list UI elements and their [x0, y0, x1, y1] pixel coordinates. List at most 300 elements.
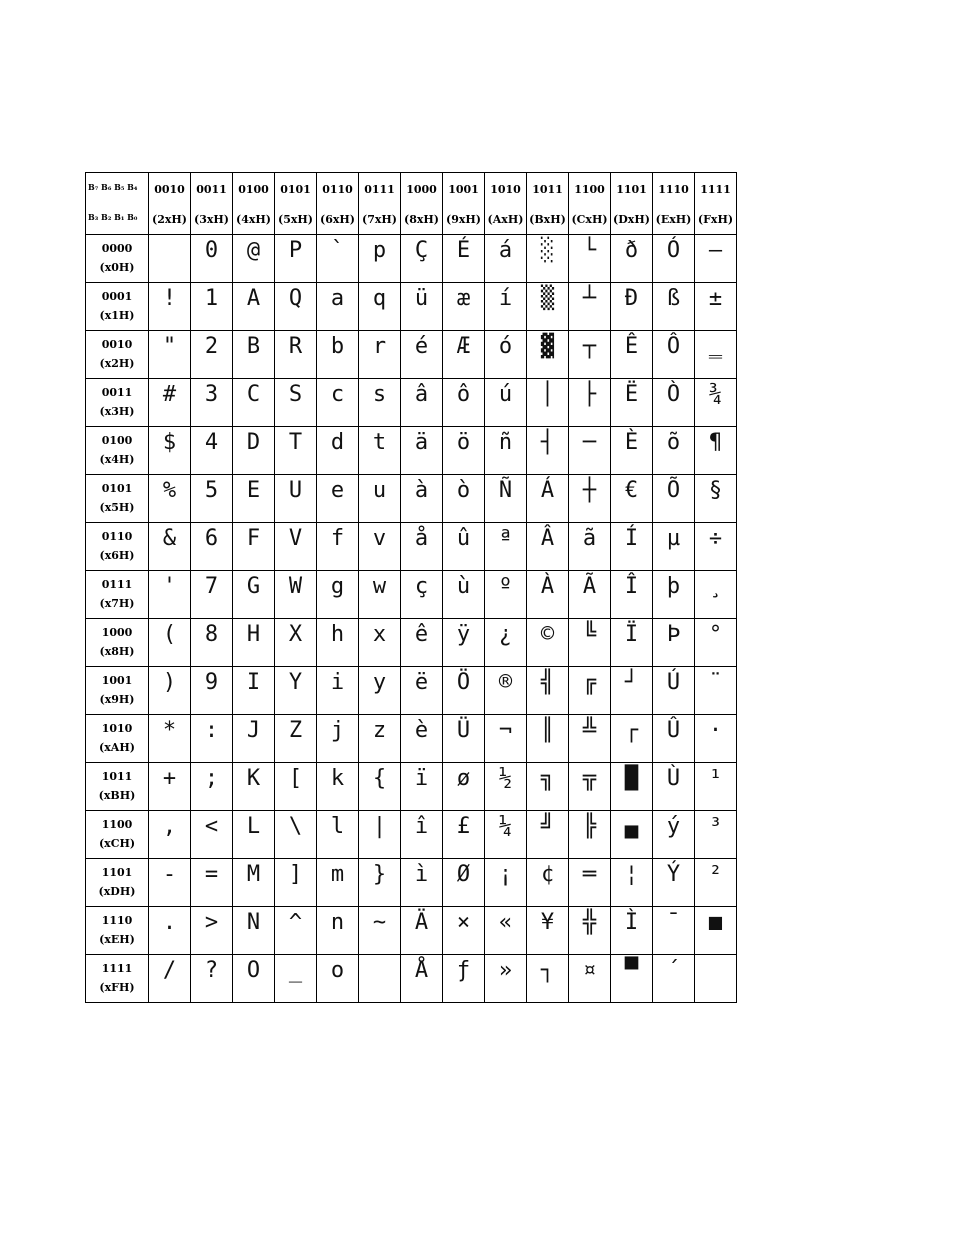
- char-glyph: ┌: [624, 718, 639, 743]
- char-glyph: !: [162, 286, 177, 311]
- char-cell: [653, 235, 695, 283]
- char-glyph: ═: [582, 862, 597, 887]
- char-glyph: -: [162, 862, 177, 887]
- char-glyph: Ä: [414, 910, 429, 935]
- table-row: [86, 571, 737, 619]
- char-glyph: G: [246, 574, 261, 599]
- char-glyph: ╣: [540, 670, 555, 695]
- char-cell: [485, 379, 527, 427]
- char-cell: [317, 235, 359, 283]
- char-glyph: ý: [666, 814, 681, 839]
- char-cell: [401, 907, 443, 955]
- row-header: [86, 283, 149, 331]
- char-cell: [569, 379, 611, 427]
- char-cell: [233, 907, 275, 955]
- char-glyph: Á: [540, 478, 555, 503]
- char-glyph: 9: [204, 670, 219, 695]
- char-glyph: ú: [498, 382, 513, 407]
- char-glyph: ¨: [708, 670, 723, 695]
- char-glyph: ä: [414, 430, 429, 455]
- row-hex: (x1H): [99, 309, 135, 322]
- char-glyph: ': [162, 574, 177, 599]
- char-cell: [275, 571, 317, 619]
- char-cell: [233, 619, 275, 667]
- char-glyph: ô: [456, 382, 471, 407]
- char-glyph: 2: [204, 334, 219, 359]
- char-cell: [317, 571, 359, 619]
- char-cell: [401, 667, 443, 715]
- char-cell: [443, 235, 485, 283]
- column-header: [695, 173, 737, 235]
- table-row: [86, 283, 737, 331]
- char-cell: [359, 283, 401, 331]
- char-glyph: █: [624, 766, 639, 791]
- char-glyph: Ò: [666, 382, 681, 407]
- char-cell: [149, 619, 191, 667]
- char-cell: [653, 955, 695, 1003]
- char-glyph: °: [708, 622, 723, 647]
- char-glyph: =: [204, 862, 219, 887]
- char-glyph: z: [372, 718, 387, 743]
- char-glyph: ‗: [708, 334, 723, 359]
- char-cell: [527, 331, 569, 379]
- char-cell: [443, 763, 485, 811]
- row-hex: (x0H): [99, 261, 135, 274]
- char-glyph: 4: [204, 430, 219, 455]
- char-glyph: j: [330, 718, 345, 743]
- char-cell: [695, 571, 737, 619]
- char-cell: [191, 811, 233, 859]
- char-cell: [401, 235, 443, 283]
- char-cell: [653, 667, 695, 715]
- char-glyph: ¼: [498, 814, 513, 839]
- char-glyph: ░: [540, 238, 555, 263]
- char-cell: [653, 331, 695, 379]
- char-cell: [401, 379, 443, 427]
- char-cell: [359, 811, 401, 859]
- char-cell: [569, 763, 611, 811]
- char-glyph: ê: [414, 622, 429, 647]
- char-glyph: Ø: [456, 862, 471, 887]
- char-cell: [611, 667, 653, 715]
- char-cell: [275, 763, 317, 811]
- char-cell: [695, 379, 737, 427]
- char-glyph: Ñ: [498, 478, 513, 503]
- char-glyph: \: [288, 814, 303, 839]
- char-glyph: O: [246, 958, 261, 983]
- char-glyph: ï: [414, 766, 429, 791]
- row-hex: (x5H): [99, 501, 135, 514]
- char-glyph: ┐: [540, 958, 555, 983]
- char-glyph: ╝: [540, 814, 555, 839]
- char-glyph: @: [246, 238, 261, 263]
- row-hex: (x6H): [99, 549, 135, 562]
- column-header: [527, 173, 569, 235]
- char-cell: [569, 619, 611, 667]
- char-glyph: à: [414, 478, 429, 503]
- char-glyph: R: [288, 334, 303, 359]
- char-cell: [485, 235, 527, 283]
- row-header: [86, 475, 149, 523]
- char-cell: [191, 955, 233, 1003]
- char-cell: [653, 475, 695, 523]
- char-glyph: Y: [288, 670, 303, 695]
- char-cell: [485, 859, 527, 907]
- char-cell: [233, 571, 275, 619]
- char-cell: [401, 427, 443, 475]
- char-glyph: Í: [624, 526, 639, 551]
- char-cell: [191, 715, 233, 763]
- char-cell: [149, 763, 191, 811]
- char-cell: [275, 619, 317, 667]
- char-cell: [191, 859, 233, 907]
- char-glyph: X: [288, 622, 303, 647]
- char-glyph: M: [246, 862, 261, 887]
- column-hex: (AxH): [487, 213, 524, 226]
- row-bits: 0100: [101, 434, 133, 447]
- char-cell: [359, 331, 401, 379]
- char-glyph: h: [330, 622, 345, 647]
- table-row: [86, 763, 737, 811]
- char-glyph: <: [204, 814, 219, 839]
- char-glyph: ╠: [582, 814, 597, 839]
- char-cell: [569, 715, 611, 763]
- column-bits: 1000: [406, 183, 437, 196]
- row-header: [86, 571, 149, 619]
- char-cell: [695, 283, 737, 331]
- char-glyph: ¶: [708, 430, 723, 455]
- char-cell: [611, 571, 653, 619]
- char-cell: [611, 523, 653, 571]
- char-glyph: å: [414, 526, 429, 551]
- char-glyph: ): [162, 670, 177, 695]
- char-glyph: µ: [666, 526, 681, 551]
- char-cell: [191, 427, 233, 475]
- char-glyph: }: [372, 862, 387, 887]
- char-glyph: m: [330, 862, 345, 887]
- table-row: [86, 619, 737, 667]
- char-cell: [275, 379, 317, 427]
- char-glyph: ÿ: [456, 622, 471, 647]
- char-glyph: x: [372, 622, 387, 647]
- char-glyph: e: [330, 478, 345, 503]
- char-cell: [569, 427, 611, 475]
- char-cell: [191, 235, 233, 283]
- char-glyph: *: [162, 718, 177, 743]
- char-glyph: ■: [708, 910, 723, 935]
- row-header: [86, 715, 149, 763]
- column-hex: (FxH): [697, 213, 734, 226]
- char-cell: [191, 379, 233, 427]
- char-cell: [233, 667, 275, 715]
- char-glyph: ├: [582, 382, 597, 407]
- char-glyph: Þ: [666, 622, 681, 647]
- char-cell: [401, 571, 443, 619]
- char-glyph: ß: [666, 286, 681, 311]
- char-glyph: ö: [456, 430, 471, 455]
- char-cell: [317, 955, 359, 1003]
- column-bits: 0110: [322, 183, 353, 196]
- char-glyph: ³: [708, 814, 723, 839]
- row-header: [86, 811, 149, 859]
- char-glyph: ¡: [498, 862, 513, 887]
- char-glyph: 8: [204, 622, 219, 647]
- char-cell: [359, 379, 401, 427]
- table-row: [86, 955, 737, 1003]
- char-glyph: D: [246, 430, 261, 455]
- char-glyph: A: [246, 286, 261, 311]
- char-cell: [569, 331, 611, 379]
- char-cell: [485, 907, 527, 955]
- row-hex: (x2H): [99, 357, 135, 370]
- column-bits: 0100: [238, 183, 269, 196]
- char-glyph: Z: [288, 718, 303, 743]
- char-glyph: U: [288, 478, 303, 503]
- char-cell: [443, 571, 485, 619]
- char-glyph: ÷: [708, 526, 723, 551]
- char-cell: [149, 667, 191, 715]
- table-row: [86, 235, 737, 283]
- char-glyph: ┬: [582, 334, 597, 359]
- char-glyph: ù: [456, 574, 471, 599]
- char-glyph: º: [498, 574, 513, 599]
- char-cell: [317, 331, 359, 379]
- char-glyph: p: [372, 238, 387, 263]
- char-cell: [611, 715, 653, 763]
- char-cell: [149, 571, 191, 619]
- char-cell: [443, 379, 485, 427]
- row-bits: 1011: [101, 770, 133, 783]
- row-header: [86, 427, 149, 475]
- char-cell: [485, 811, 527, 859]
- char-cell: [485, 571, 527, 619]
- char-glyph: Ô: [666, 334, 681, 359]
- char-cell: [233, 763, 275, 811]
- char-glyph: {: [372, 766, 387, 791]
- char-glyph: Ï: [624, 622, 639, 647]
- row-bits: 1110: [101, 914, 133, 927]
- char-glyph: N: [246, 910, 261, 935]
- char-cell: [149, 523, 191, 571]
- char-cell: [401, 859, 443, 907]
- char-glyph: í: [498, 286, 513, 311]
- char-cell: [611, 811, 653, 859]
- char-glyph: ¦: [624, 862, 639, 887]
- table-row: [86, 907, 737, 955]
- char-cell: [401, 475, 443, 523]
- char-glyph: %: [162, 478, 177, 503]
- char-cell: [443, 427, 485, 475]
- char-cell: [653, 811, 695, 859]
- char-glyph: ¹: [708, 766, 723, 791]
- char-glyph: K: [246, 766, 261, 791]
- char-cell: [527, 859, 569, 907]
- char-cell: [317, 427, 359, 475]
- char-glyph: [149, 235, 190, 238]
- char-cell: [233, 955, 275, 1003]
- char-cell: [317, 523, 359, 571]
- char-glyph: î: [414, 814, 429, 839]
- char-glyph: ×: [456, 910, 471, 935]
- char-cell: [653, 523, 695, 571]
- char-cell: [359, 667, 401, 715]
- table-row: [86, 811, 737, 859]
- char-glyph: ø: [456, 766, 471, 791]
- char-cell: [611, 379, 653, 427]
- char-cell: [275, 523, 317, 571]
- char-cell: [149, 235, 191, 283]
- char-glyph: #: [162, 382, 177, 407]
- char-glyph: y: [372, 670, 387, 695]
- char-glyph: k: [330, 766, 345, 791]
- char-glyph: —: [708, 238, 723, 263]
- column-hex: (5xH): [277, 213, 313, 226]
- char-cell: [569, 475, 611, 523]
- char-glyph: ²: [708, 862, 723, 887]
- char-glyph: Ì: [624, 910, 639, 935]
- char-cell: [443, 283, 485, 331]
- char-cell: [485, 715, 527, 763]
- char-cell: [275, 955, 317, 1003]
- char-glyph: ~: [372, 910, 387, 935]
- char-cell: [569, 811, 611, 859]
- char-cell: [485, 283, 527, 331]
- char-glyph: ╬: [582, 910, 597, 935]
- char-glyph: ╩: [582, 718, 597, 743]
- char-cell: [401, 523, 443, 571]
- column-header: [233, 173, 275, 235]
- char-glyph: Ó: [666, 238, 681, 263]
- row-header: [86, 619, 149, 667]
- char-glyph: ñ: [498, 430, 513, 455]
- char-glyph: .: [162, 910, 177, 935]
- row-bits: 1010: [101, 722, 133, 735]
- char-glyph: └: [582, 238, 597, 263]
- char-glyph: ▀: [624, 958, 639, 983]
- char-glyph: ¾: [708, 382, 723, 407]
- char-glyph: Æ: [456, 334, 471, 359]
- char-glyph: ]: [288, 862, 303, 887]
- char-cell: [233, 523, 275, 571]
- char-cell: [233, 811, 275, 859]
- char-glyph: ^: [288, 910, 303, 935]
- char-cell: [611, 619, 653, 667]
- char-glyph: Ã: [582, 574, 597, 599]
- char-cell: [149, 427, 191, 475]
- char-cell: [653, 715, 695, 763]
- column-hex: (7xH): [361, 213, 397, 226]
- table-row: [86, 427, 737, 475]
- char-cell: [527, 619, 569, 667]
- char-glyph: `: [330, 238, 345, 263]
- char-glyph: Ê: [624, 334, 639, 359]
- char-cell: [653, 571, 695, 619]
- column-hex: (CxH): [571, 213, 608, 226]
- row-hex: (xAH): [99, 741, 135, 754]
- row-hex: (xFH): [99, 981, 135, 994]
- char-cell: [149, 379, 191, 427]
- char-glyph: Ü: [456, 718, 471, 743]
- char-cell: [317, 907, 359, 955]
- char-cell: [527, 475, 569, 523]
- char-glyph: ã: [582, 526, 597, 551]
- column-header: [569, 173, 611, 235]
- char-cell: [317, 811, 359, 859]
- char-glyph: û: [456, 526, 471, 551]
- char-cell: [443, 955, 485, 1003]
- row-bits: 1101: [101, 866, 133, 879]
- char-cell: [275, 235, 317, 283]
- char-cell: [695, 475, 737, 523]
- char-cell: [317, 859, 359, 907]
- char-cell: [695, 331, 737, 379]
- char-cell: [485, 427, 527, 475]
- char-glyph: õ: [666, 430, 681, 455]
- char-cell: [485, 331, 527, 379]
- column-header: [653, 173, 695, 235]
- column-hex: (9xH): [445, 213, 481, 226]
- char-glyph: ƒ: [456, 958, 471, 983]
- char-glyph: S: [288, 382, 303, 407]
- char-glyph: ?: [204, 958, 219, 983]
- char-glyph: ": [162, 334, 177, 359]
- char-cell: [233, 331, 275, 379]
- char-cell: [443, 523, 485, 571]
- char-glyph: Q: [288, 286, 303, 311]
- char-cell: [653, 427, 695, 475]
- char-glyph: >: [204, 910, 219, 935]
- char-cell: [611, 475, 653, 523]
- char-glyph: ╗: [540, 766, 555, 791]
- char-cell: [149, 859, 191, 907]
- char-cell: [275, 811, 317, 859]
- column-hex: (4xH): [235, 213, 271, 226]
- char-cell: [485, 619, 527, 667]
- char-glyph: d: [330, 430, 345, 455]
- column-header: [443, 173, 485, 235]
- char-cell: [317, 715, 359, 763]
- char-glyph: H: [246, 622, 261, 647]
- char-cell: [149, 955, 191, 1003]
- char-glyph: ¯: [666, 910, 681, 935]
- column-hex: (ExH): [655, 213, 692, 226]
- char-glyph: f: [330, 526, 345, 551]
- char-glyph: ¸: [708, 574, 723, 599]
- column-header: [275, 173, 317, 235]
- row-bits: 0010: [101, 338, 133, 351]
- char-glyph: 6: [204, 526, 219, 551]
- char-glyph: ;: [204, 766, 219, 791]
- column-bits: 0101: [280, 183, 311, 196]
- char-cell: [485, 955, 527, 1003]
- char-glyph: þ: [666, 574, 681, 599]
- corner-bits-low: B₃ B₂ B₁ B₀: [88, 212, 138, 222]
- char-cell: [149, 331, 191, 379]
- char-cell: [569, 667, 611, 715]
- char-cell: [527, 523, 569, 571]
- char-glyph: T: [288, 430, 303, 455]
- row-bits: 1001: [101, 674, 133, 687]
- column-hex: (DxH): [613, 213, 650, 226]
- char-glyph: 5: [204, 478, 219, 503]
- char-glyph: ┤: [540, 430, 555, 455]
- char-glyph: Ý: [666, 862, 681, 887]
- char-glyph: ·: [708, 718, 723, 743]
- char-glyph: Ö: [456, 670, 471, 695]
- row-bits: 0001: [101, 290, 133, 303]
- char-cell: [443, 667, 485, 715]
- row-hex: (xEH): [99, 933, 135, 946]
